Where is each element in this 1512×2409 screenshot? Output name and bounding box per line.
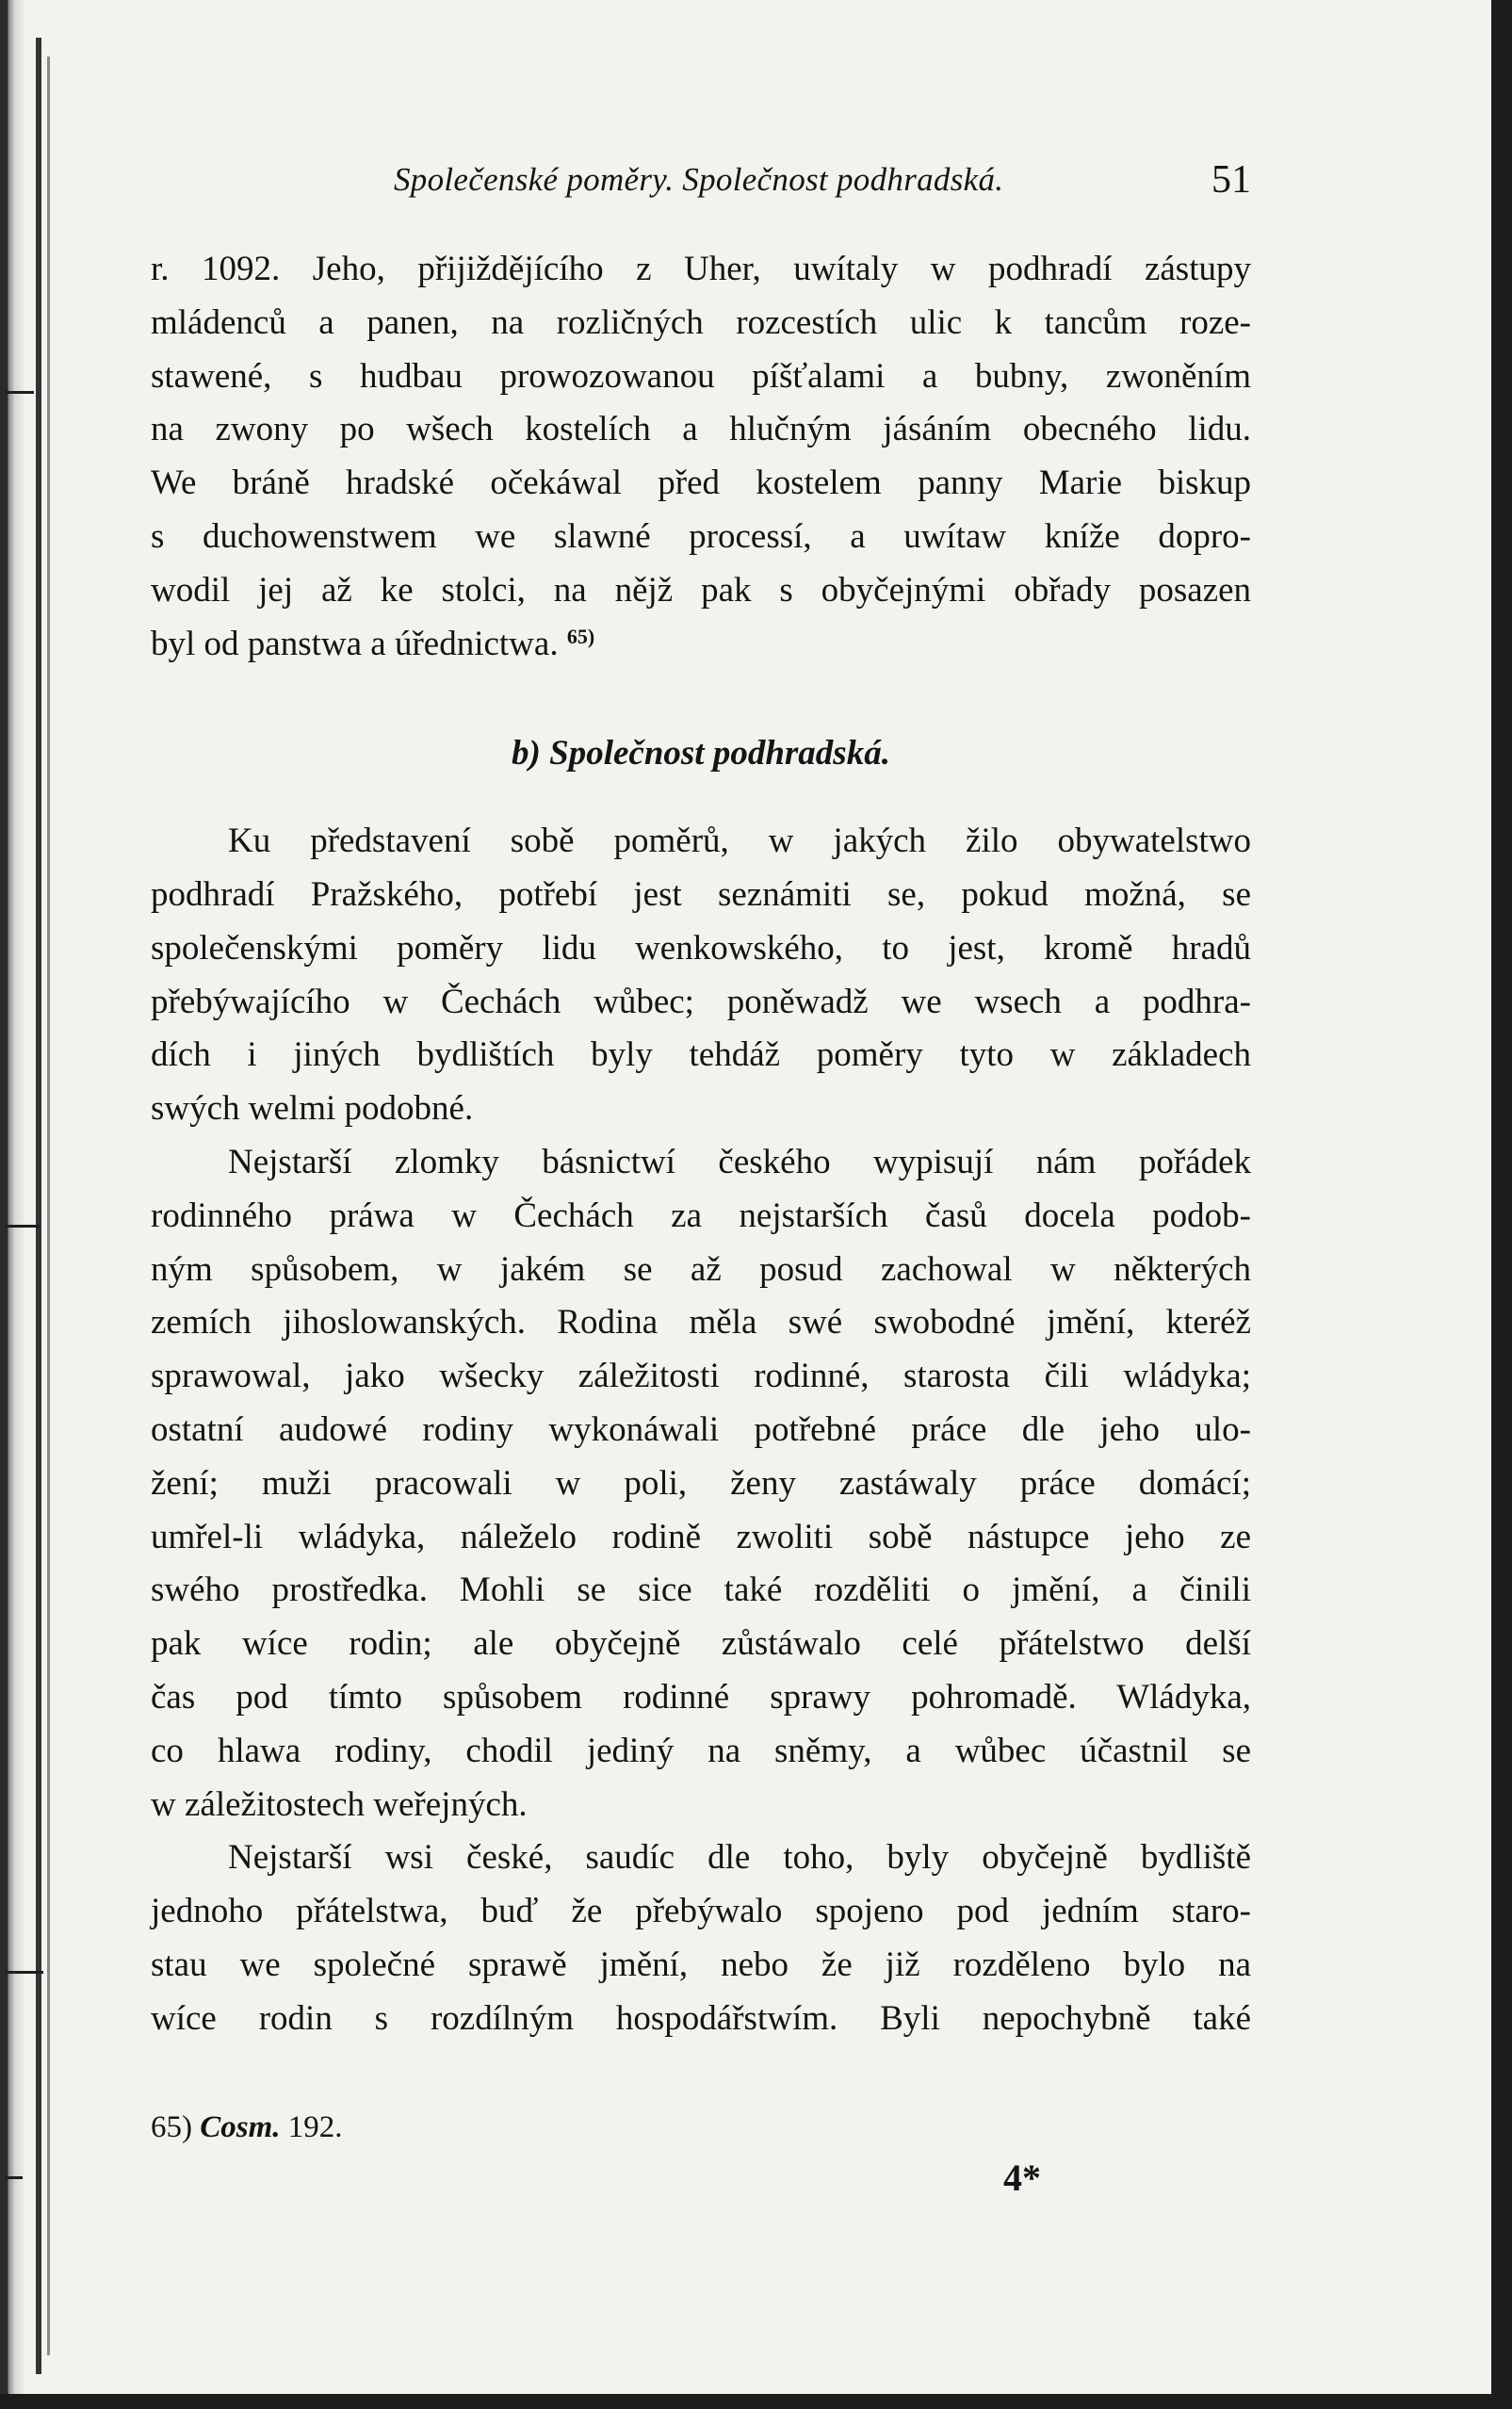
- page-number: 51: [1211, 158, 1251, 202]
- text-line: swého prostředka. Mohli se sice také rozděliti o jmění, a činili: [151, 1571, 1251, 1610]
- binding-mark: [6, 2176, 23, 2179]
- binding-mark: [6, 391, 34, 394]
- page-header: [151, 154, 1251, 210]
- text-line: pak wíce rodin; ale obyčejně zůstáwalo celé přátelstwo delší: [151, 1624, 1251, 1664]
- text-line: podhradí Pražského, potřebí jest seznámiti se, pokud možná, se: [151, 874, 1251, 914]
- binding-mark: [6, 1225, 40, 1228]
- text-line: ným spůsobem, w jakém se až posud zachowal w některých: [151, 1249, 1251, 1289]
- text-line: byl od panstwa a úřednictwa.: [151, 624, 559, 663]
- footnote-page: 192.: [287, 2110, 343, 2144]
- text-line: jednoho přátelstwa, buď že přebýwalo spojeno pod jedním staro-: [151, 1892, 1251, 1931]
- text-line-with-footnote: [151, 618, 1251, 672]
- text-line: We bráně hradské očekáwal před kostelem panny Marie biskup: [151, 464, 1251, 503]
- text-line: zemích jihoslowanských. Rodina měla swé swobodné jmění, kteréž: [151, 1303, 1251, 1343]
- text-line: sprawowal, jako wšecky záležitosti rodinné, starosta čili wládyka;: [151, 1357, 1251, 1396]
- book-binding-edge: [0, 0, 24, 2409]
- footnote-source: Cosm.: [200, 2110, 281, 2144]
- footnote: [151, 2110, 1251, 2145]
- text-line: Nejstarší zlomky básnictwí českého wypisují nám pořádek: [228, 1142, 1251, 1181]
- running-title: Společenské poměry. Společnost podhradská.: [394, 161, 1004, 198]
- text-line: w záležitostech weřejných.: [151, 1784, 528, 1824]
- text-line: s duchowenstwem we slawné processí, a uwítaw kníže dopro-: [151, 516, 1251, 556]
- footnote-marker: 65): [151, 2110, 192, 2144]
- text-line: čas pod tímto spůsobem rodinné sprawy pohromadě. Wládyka,: [151, 1677, 1251, 1717]
- footnote-reference: 65): [566, 624, 595, 648]
- text-line: wodil jej až ke stolci, na nějž pak s obyčejnými obřady posazen: [151, 570, 1251, 610]
- text-line: dích i jiných bydlištích byly tehdáž poměry tyto w základech: [151, 1035, 1251, 1075]
- scan-border-right: [1491, 0, 1512, 2409]
- section-heading: b) Společnost podhradská.: [512, 734, 890, 773]
- binding-mark: [6, 1971, 43, 1974]
- text-line: stau we společné sprawě jmění, nebo že již rozděleno bylo na: [151, 1945, 1251, 1984]
- binding-shadow-inner: [47, 57, 50, 2355]
- text-line: přebýwajícího w Čechách wůbec; poněwadž we wsech a podhra-: [151, 982, 1251, 1021]
- text-line: žení; muži pracowali w poli, ženy zastáwaly práce domácí;: [151, 1463, 1251, 1503]
- binding-shadow: [36, 38, 41, 2374]
- text-line: stawené, s hudbau prowozowanou píšťalami a bubny, zwoněním: [151, 356, 1251, 396]
- text-line: společenskými poměry lidu wenkowského, to jest, kromě hradů: [151, 928, 1251, 968]
- text-line: umřel-li wládyka, náleželo rodině zwoliti sobě nástupce jeho ze: [151, 1517, 1251, 1556]
- text-line: wíce rodin s rozdílným hospodářstwím. Byli nepochybně také: [151, 1998, 1251, 2038]
- text-line: ostatní audowé rodiny wykonáwali potřebné práce dle jeho ulo-: [151, 1409, 1251, 1449]
- text-line: Nejstarší wsi české, saudíc dle toho, byly obyčejně bydliště: [228, 1838, 1251, 1878]
- text-line: co hlawa rodiny, chodil jediný na sněmy, a wůbec účastnil se: [151, 1731, 1251, 1770]
- text-line: mládenců a panen, na rozličných rozcestích ulic k tancům roze-: [151, 302, 1251, 342]
- text-line: na zwony po wšech kostelích a hlučným jásáním obecného lidu.: [151, 410, 1251, 449]
- text-line: Ku představení sobě poměrů, w jakých žilo obywatelstwo: [228, 822, 1251, 861]
- signature-mark: 4*: [1003, 2157, 1041, 2199]
- text-line: swých welmi podobné.: [151, 1089, 474, 1129]
- text-line: rodinného práwa w Čechách za nejstarších časů docela podob-: [151, 1196, 1251, 1235]
- page-body: [151, 243, 1251, 2046]
- text-line: r. 1092. Jeho, přijiždějícího z Uher, uwítaly w podhradí zástupy: [151, 250, 1251, 288]
- scan-border-bottom: [0, 2394, 1512, 2409]
